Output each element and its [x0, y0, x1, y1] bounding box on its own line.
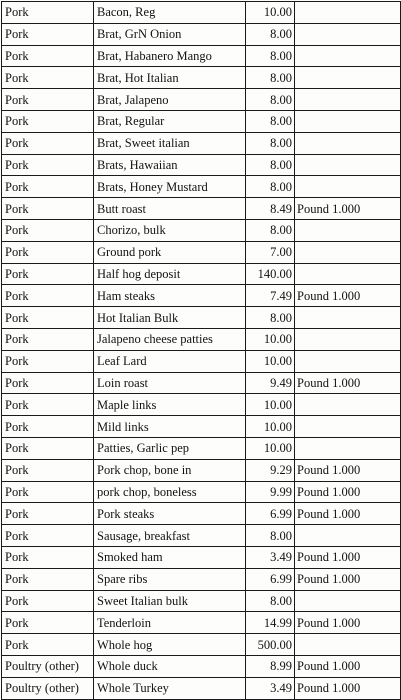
- item-cell: Spare ribs: [94, 568, 246, 590]
- price-cell: 3.49: [246, 677, 295, 699]
- category-cell: Pork: [2, 132, 94, 154]
- item-cell: Brat, Jalapeno: [94, 89, 246, 111]
- unit-cell: Pound 1.000: [295, 372, 401, 394]
- unit-cell: Pound 1.000: [295, 677, 401, 699]
- price-cell: 7.49: [246, 285, 295, 307]
- category-cell: Pork: [2, 219, 94, 241]
- unit-cell: [295, 132, 401, 154]
- item-cell: Brat, Sweet italian: [94, 132, 246, 154]
- category-cell: Pork: [2, 481, 94, 503]
- item-cell: Leaf Lard: [94, 350, 246, 372]
- category-cell: Pork: [2, 45, 94, 67]
- category-cell: Pork: [2, 612, 94, 634]
- category-cell: Pork: [2, 503, 94, 525]
- category-cell: Pork: [2, 634, 94, 656]
- price-cell: 8.00: [246, 219, 295, 241]
- unit-cell: [295, 634, 401, 656]
- unit-cell: [295, 89, 401, 111]
- table-row: [2, 481, 401, 503]
- unit-cell: [295, 416, 401, 438]
- category-cell: Pork: [2, 263, 94, 285]
- category-cell: Pork: [2, 546, 94, 568]
- item-cell: pork chop, boneless: [94, 481, 246, 503]
- unit-cell: Pound 1.000: [295, 198, 401, 220]
- unit-cell: [295, 23, 401, 45]
- category-cell: Pork: [2, 328, 94, 350]
- table-row: [2, 89, 401, 111]
- item-cell: Brat, Habanero Mango: [94, 45, 246, 67]
- table-row: [2, 525, 401, 547]
- price-cell: 9.29: [246, 459, 295, 481]
- price-cell: 8.00: [246, 132, 295, 154]
- unit-cell: Pound 1.000: [295, 481, 401, 503]
- unit-cell: [295, 590, 401, 612]
- table-row: [2, 2, 401, 24]
- item-cell: Whole hog: [94, 634, 246, 656]
- unit-cell: [295, 110, 401, 132]
- item-cell: Brat, Hot Italian: [94, 67, 246, 89]
- category-cell: Pork: [2, 416, 94, 438]
- price-cell: 8.00: [246, 45, 295, 67]
- category-cell: Poultry (other): [2, 655, 94, 677]
- item-cell: Brat, Regular: [94, 110, 246, 132]
- table-row: [2, 394, 401, 416]
- item-cell: Mild links: [94, 416, 246, 438]
- unit-cell: Pound 1.000: [295, 459, 401, 481]
- price-cell: 8.00: [246, 67, 295, 89]
- table-row: [2, 154, 401, 176]
- table-row: [2, 219, 401, 241]
- item-cell: Ground pork: [94, 241, 246, 263]
- price-cell: 8.00: [246, 154, 295, 176]
- price-cell: 9.49: [246, 372, 295, 394]
- unit-cell: [295, 67, 401, 89]
- price-cell: 500.00: [246, 634, 295, 656]
- item-cell: Jalapeno cheese patties: [94, 328, 246, 350]
- table-row: [2, 416, 401, 438]
- price-cell: 10.00: [246, 2, 295, 24]
- item-cell: Brats, Honey Mustard: [94, 176, 246, 198]
- price-cell: 3.49: [246, 546, 295, 568]
- table-row: [2, 372, 401, 394]
- item-cell: Whole duck: [94, 655, 246, 677]
- unit-cell: [295, 2, 401, 24]
- unit-cell: Pound 1.000: [295, 546, 401, 568]
- table-row: [2, 307, 401, 329]
- item-cell: Chorizo, bulk: [94, 219, 246, 241]
- table-row: [2, 546, 401, 568]
- category-cell: Pork: [2, 23, 94, 45]
- unit-cell: Pound 1.000: [295, 655, 401, 677]
- item-cell: Smoked ham: [94, 546, 246, 568]
- price-cell: 8.99: [246, 655, 295, 677]
- item-cell: Sausage, breakfast: [94, 525, 246, 547]
- category-cell: Pork: [2, 110, 94, 132]
- price-cell: 8.00: [246, 525, 295, 547]
- category-cell: Poultry (other): [2, 677, 94, 699]
- price-cell: 6.99: [246, 503, 295, 525]
- price-cell: 6.99: [246, 568, 295, 590]
- unit-cell: [295, 45, 401, 67]
- table-row: [2, 23, 401, 45]
- table-row: [2, 263, 401, 285]
- unit-cell: [295, 394, 401, 416]
- item-cell: Pork chop, bone in: [94, 459, 246, 481]
- category-cell: Pork: [2, 307, 94, 329]
- table-row: [2, 568, 401, 590]
- unit-cell: [295, 350, 401, 372]
- price-cell: 10.00: [246, 394, 295, 416]
- price-cell: 8.00: [246, 110, 295, 132]
- unit-cell: [295, 219, 401, 241]
- unit-cell: Pound 1.000: [295, 503, 401, 525]
- category-cell: Pork: [2, 525, 94, 547]
- table-row: [2, 459, 401, 481]
- price-cell: 14.99: [246, 612, 295, 634]
- table-row: [2, 590, 401, 612]
- category-cell: Pork: [2, 437, 94, 459]
- category-cell: Pork: [2, 89, 94, 111]
- price-cell: 8.00: [246, 307, 295, 329]
- table-row: [2, 67, 401, 89]
- table-row: [2, 198, 401, 220]
- item-cell: Hot Italian Bulk: [94, 307, 246, 329]
- category-cell: Pork: [2, 285, 94, 307]
- table-row: [2, 503, 401, 525]
- table-row: [2, 176, 401, 198]
- table-row: [2, 437, 401, 459]
- price-cell: 10.00: [246, 437, 295, 459]
- category-cell: Pork: [2, 2, 94, 24]
- price-cell: 10.00: [246, 350, 295, 372]
- price-cell: 8.00: [246, 590, 295, 612]
- price-cell: 8.00: [246, 176, 295, 198]
- item-cell: Tenderloin: [94, 612, 246, 634]
- category-cell: Pork: [2, 372, 94, 394]
- price-cell: 7.00: [246, 241, 295, 263]
- category-cell: Pork: [2, 590, 94, 612]
- table-row: [2, 285, 401, 307]
- category-cell: Pork: [2, 241, 94, 263]
- item-cell: Patties, Garlic pep: [94, 437, 246, 459]
- price-table: [1, 1, 401, 700]
- category-cell: Pork: [2, 176, 94, 198]
- price-table-body: [2, 2, 401, 700]
- table-row: [2, 655, 401, 677]
- item-cell: Pork steaks: [94, 503, 246, 525]
- table-row: [2, 132, 401, 154]
- unit-cell: Pound 1.000: [295, 285, 401, 307]
- item-cell: Brat, GrN Onion: [94, 23, 246, 45]
- unit-cell: [295, 525, 401, 547]
- table-row: [2, 328, 401, 350]
- table-row: [2, 677, 401, 699]
- category-cell: Pork: [2, 154, 94, 176]
- category-cell: Pork: [2, 568, 94, 590]
- price-cell: 8.00: [246, 23, 295, 45]
- table-row: [2, 612, 401, 634]
- price-cell: 10.00: [246, 328, 295, 350]
- unit-cell: Pound 1.000: [295, 568, 401, 590]
- unit-cell: [295, 263, 401, 285]
- category-cell: Pork: [2, 67, 94, 89]
- unit-cell: [295, 307, 401, 329]
- table-row: [2, 45, 401, 67]
- table-row: [2, 241, 401, 263]
- category-cell: Pork: [2, 459, 94, 481]
- table-row: [2, 350, 401, 372]
- item-cell: Brats, Hawaiian: [94, 154, 246, 176]
- unit-cell: [295, 241, 401, 263]
- item-cell: Sweet Italian bulk: [94, 590, 246, 612]
- unit-cell: [295, 437, 401, 459]
- item-cell: Loin roast: [94, 372, 246, 394]
- price-cell: 140.00: [246, 263, 295, 285]
- item-cell: Maple links: [94, 394, 246, 416]
- price-cell: 8.49: [246, 198, 295, 220]
- price-cell: 8.00: [246, 89, 295, 111]
- unit-cell: [295, 176, 401, 198]
- price-cell: 9.99: [246, 481, 295, 503]
- unit-cell: [295, 154, 401, 176]
- unit-cell: Pound 1.000: [295, 612, 401, 634]
- unit-cell: [295, 328, 401, 350]
- category-cell: Pork: [2, 394, 94, 416]
- item-cell: Ham steaks: [94, 285, 246, 307]
- item-cell: Bacon, Reg: [94, 2, 246, 24]
- table-row: [2, 110, 401, 132]
- table-row: [2, 634, 401, 656]
- category-cell: Pork: [2, 198, 94, 220]
- price-cell: 10.00: [246, 416, 295, 438]
- category-cell: Pork: [2, 350, 94, 372]
- item-cell: Whole Turkey: [94, 677, 246, 699]
- item-cell: Butt roast: [94, 198, 246, 220]
- item-cell: Half hog deposit: [94, 263, 246, 285]
